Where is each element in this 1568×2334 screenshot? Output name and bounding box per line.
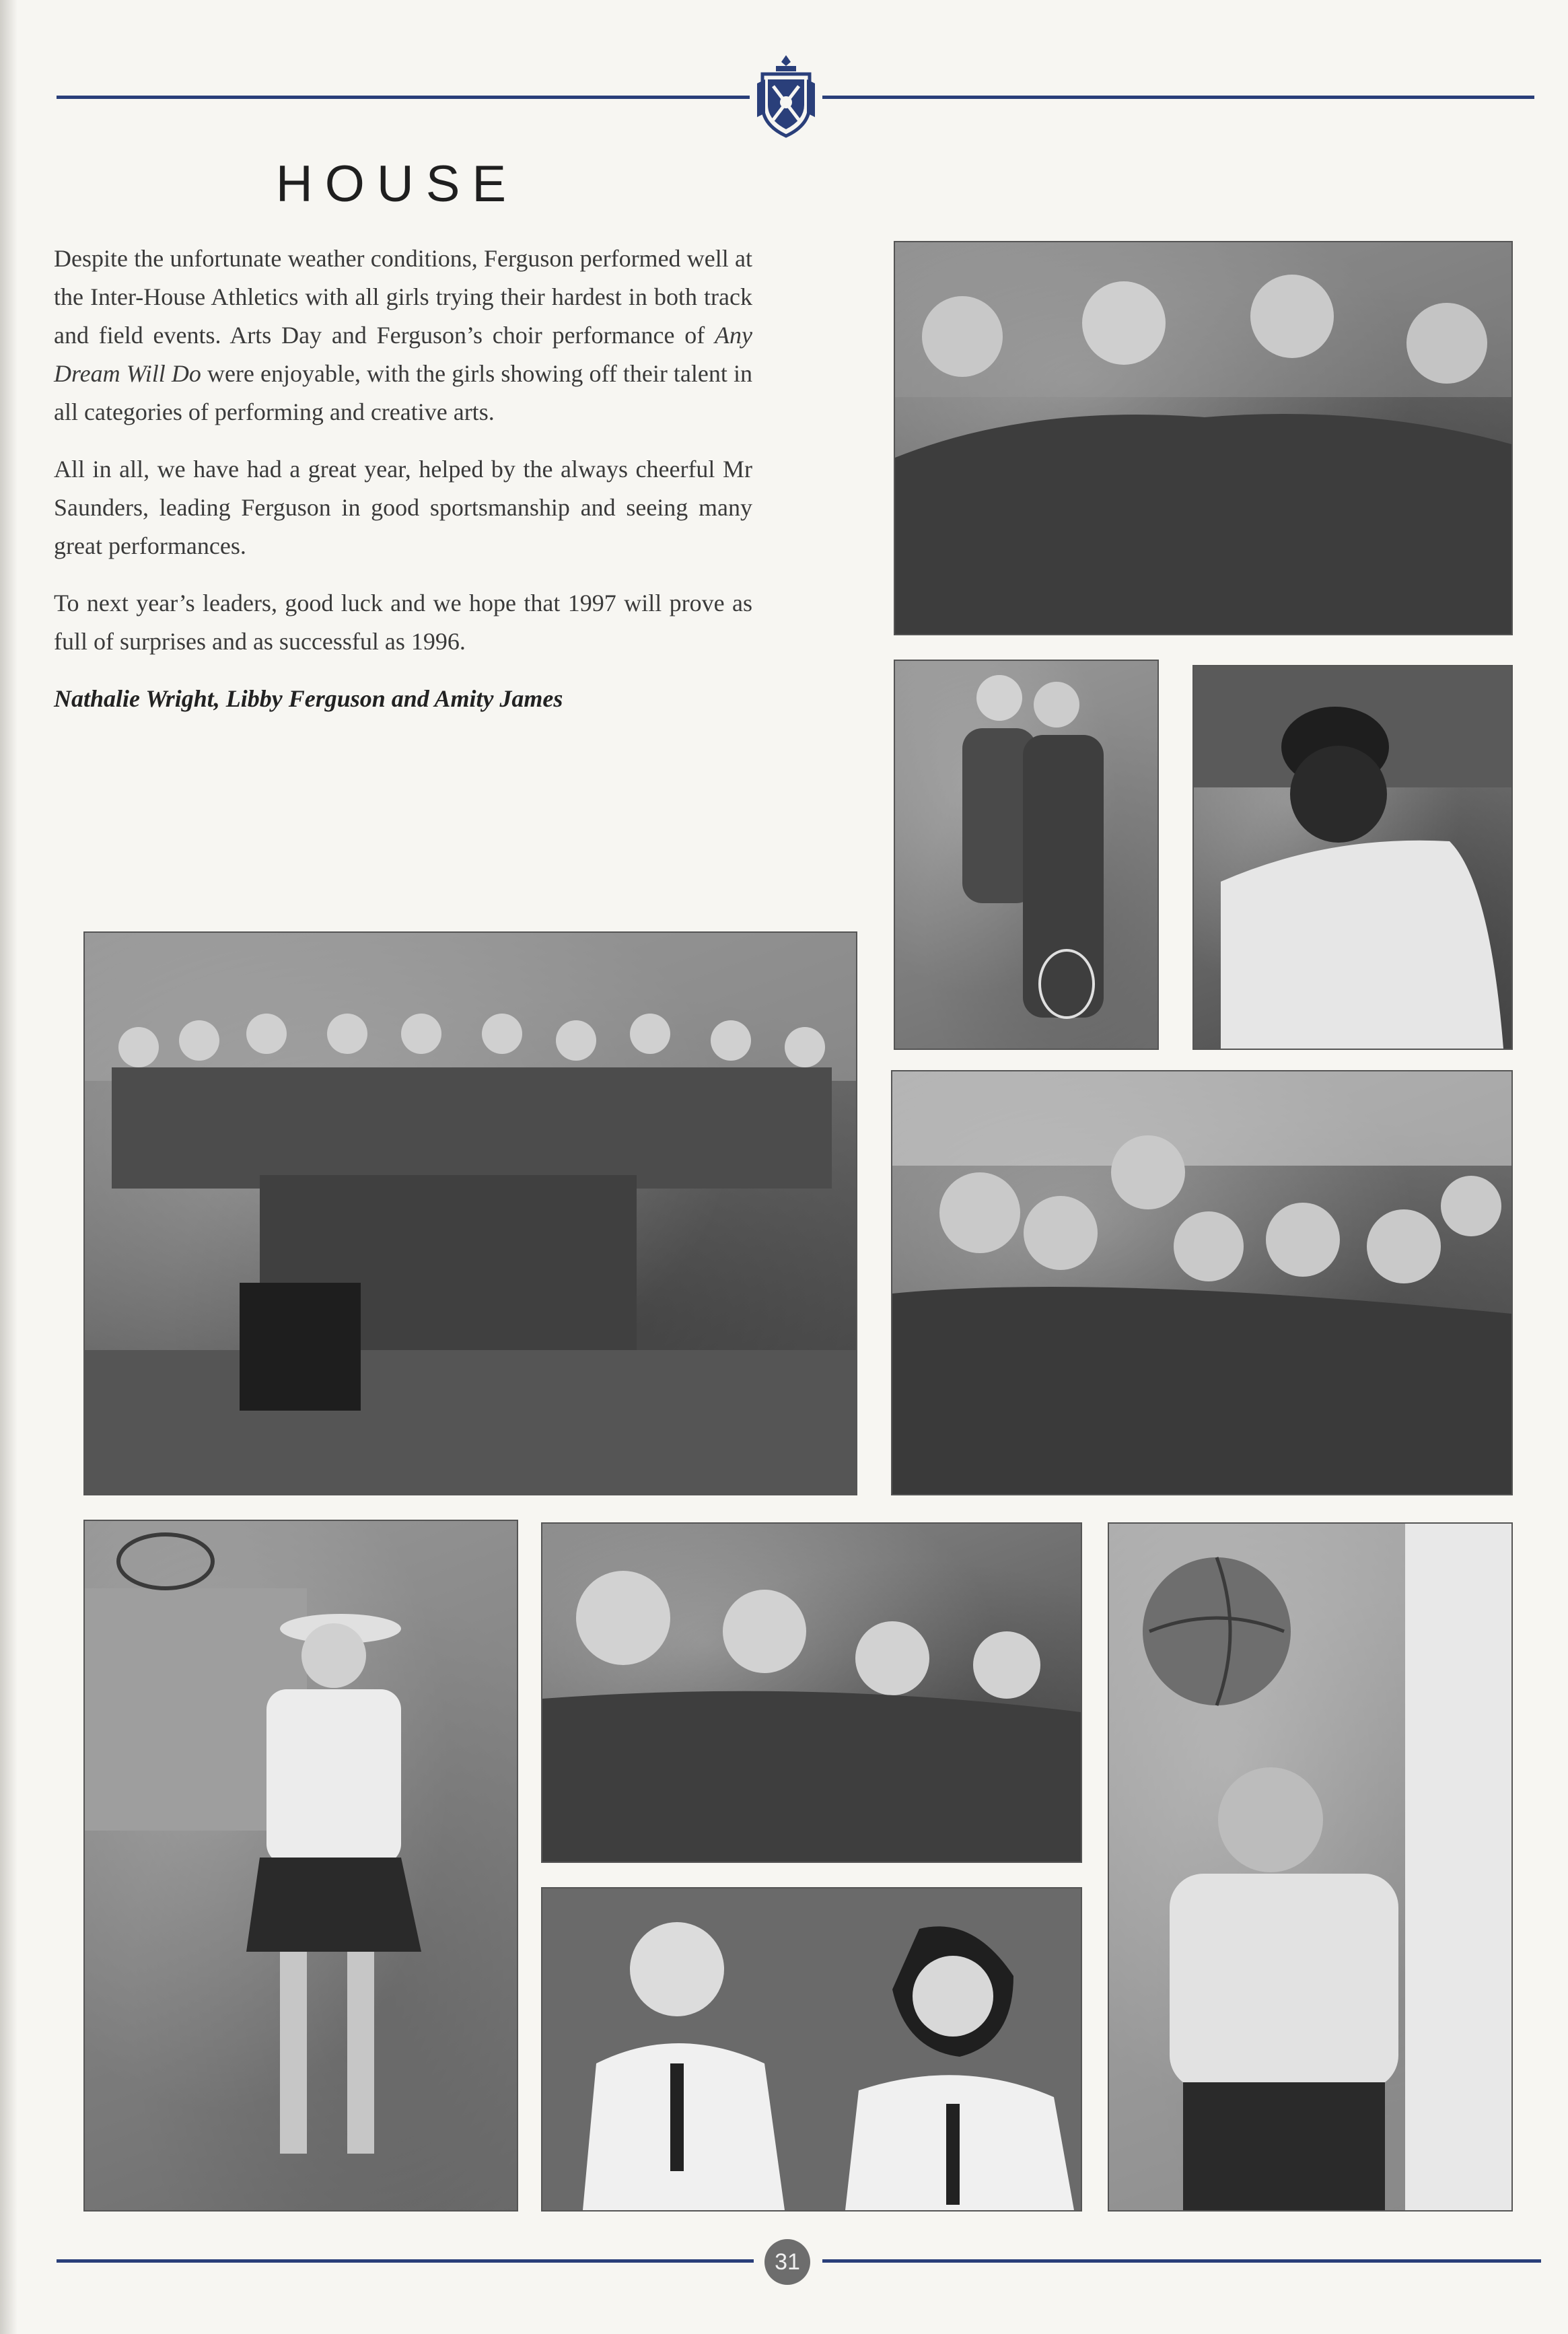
photo-two-girls-badminton [894,660,1159,1050]
photo-girl-swim-cap-towel [1192,665,1513,1050]
article-body [54,240,752,737]
page-title: HOUSE [275,155,519,213]
photo-girls-in-school-uniform [541,1887,1082,2212]
photo-girls-in-stands [891,1070,1513,1495]
photo-girls-smiling-in-stands [541,1522,1082,1863]
photo-house-group [83,931,857,1495]
article-paragraph-1 [54,240,752,431]
header-rule-right [822,96,1534,99]
photo-four-girls-arms-linked [894,241,1513,635]
page-edge-shadow [0,0,17,2334]
article-paragraph-3: To next year’s leaders, good luck and we hope that 1997 will prove as full of surprises and as successful as 1996. [54,590,752,655]
song-title: Any Dream Will Do [54,322,752,387]
header-rule-left [57,96,750,99]
photo-girl-with-racquet-and-hat [83,1520,518,2212]
article-byline: Nathalie Wright, Libby Ferguson and Amity James [54,685,563,712]
article-paragraph-2: All in all, we have had a great year, helped by the always cheerful Mr Saunders, leading Ferguson in good sportsmanship and seeing many great performances. [54,456,752,559]
school-crest-icon [756,52,816,139]
paragraph-1-text-end: were enjoyable, with the girls showing off their talent in all categories of performing and creative arts. [54,360,753,425]
paragraph-1-text: Despite the unfortunate weather conditions, Ferguson performed well at the Inter-House Athletics with all girls trying their hardest in both track and field events. Arts Day and Ferguson’s choir performance of [54,245,752,349]
photo-teacher-with-basketball [1108,1522,1513,2212]
footer-rule-left [57,2259,754,2263]
footer-rule-right [822,2259,1541,2263]
page-number: 31 [764,2239,810,2285]
